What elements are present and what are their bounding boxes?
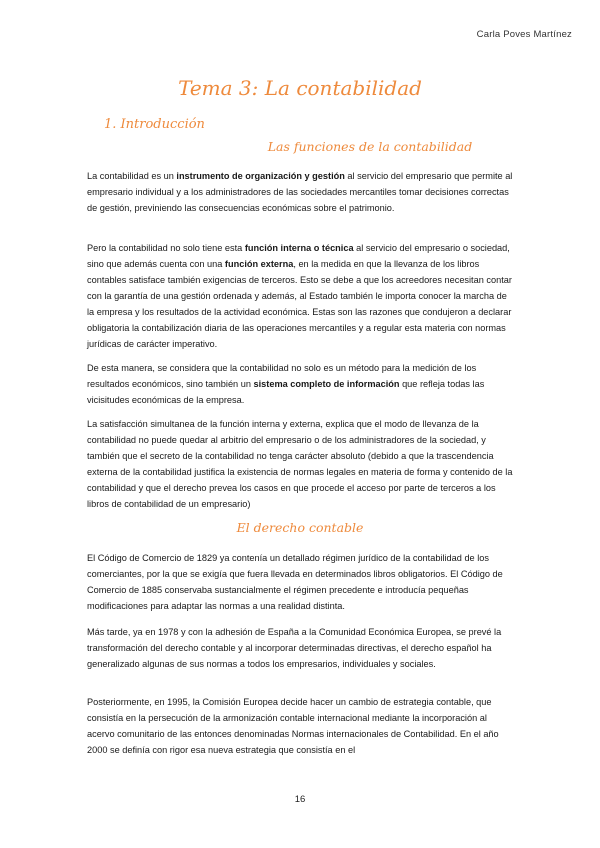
emphasis-text: instrumento de organización y gestión [176,171,345,181]
emphasis-text: sistema completo de información [253,379,400,389]
paragraph [87,550,515,614]
paragraph [87,240,515,352]
paragraph-text: que refleja todas las vicisitudes económicas de la empresa. [87,379,485,405]
paragraph-text: Posteriormente, en 1995, la Comisión Europea decide hacer un cambio de estrategia contable, que consistía en la persecución de la armonización contable internacional mediante la incorporación al acervo comunitario de las entonces denominadas Normas internacionales de Contabilidad. En el año 2000 se definía con rigor esa nueva estrategia que consistía en el [87,697,499,755]
emphasis-text: función externa [224,259,294,269]
paragraph-text: al servicio del empresario o sociedad, sino que además cuenta con una [87,243,510,269]
section-heading: 1. Introducción [104,117,205,132]
paragraph-text: Más tarde, ya en 1978 y con la adhesión de España a la Comunidad Económica Europea, se prevé la transformación del derecho contable y al incorporar determinadas directivas, el derecho español ha generalizado algunas de sus normas a todos los empresarios, individuales y sociales. [87,627,502,669]
header-author: Carla Poves Martínez [476,29,572,40]
paragraph-text: , en la medida en que la llevanza de los libros contables satisface también exigencias de terceros. Esto se debe a que los acreedores necesitan contar con la garantía de una gestión ordenada y además, al Estado también le importa conocer la marcha de la empresa y los resultados de la actividad económica. Estas son las razones que condujeron a declarar obligatoria la contabilización diaria de las operaciones mercantiles y a regular esta materia con normas jurídicas de carácter imperativo. [87,259,512,349]
subsection-heading-derecho: El derecho contable [236,520,364,535]
paragraph-text: El Código de Comercio de 1829 ya contenía un detallado régimen jurídico de la contabilidad de los comerciantes, por la que se exigía que fuera llevada en determinados libros obligatorios. El Código de Comercio de 1885 conservaba sustancialmente el régimen precedente e introducía pequeñas modificaciones para adaptar las normas a una realidad distinta. [87,553,503,611]
paragraph-text: Pero la contabilidad no solo tiene esta [87,243,245,253]
paragraph-text: La contabilidad es un [87,171,177,181]
emphasis-text: función interna o técnica [244,243,354,253]
paragraph [87,694,515,758]
paragraph-text: al servicio del empresario que permite al empresario individual y a los administradores de las sociedades mercantiles tomar decisiones correctas de gestión, previniendo las consecuencias económicas sobre el patrimonio. [87,171,513,213]
page-number: 16 [294,794,306,805]
paragraph-text: De esta manera, se considera que la contabilidad no solo es un método para la medición de los resultados económicos, sino también un [87,363,477,389]
paragraph [87,624,515,672]
paragraph-text: La satisfacción simultanea de la función interna y externa, explica que el modo de llevanza de la contabilidad no puede quedar al arbitrio del empresario o de los administradores de la sociedad, y también que el secreto de la contabilidad no tenga carácter absoluto (debido a que la trascendencia externa de la contabilidad justifica la existencia de normas legales en materia de forma y contenido de la contabilidad y que el derecho prevea los casos en que procede el acceso por parte de terceros a los libros de contabilidad de un empresario) [87,419,513,509]
document-title: Tema 3: La contabilidad [178,76,422,100]
paragraph [87,416,515,512]
paragraph [87,360,515,408]
subsection-heading-funciones: Las funciones de la contabilidad [267,139,473,154]
paragraph [87,168,515,216]
